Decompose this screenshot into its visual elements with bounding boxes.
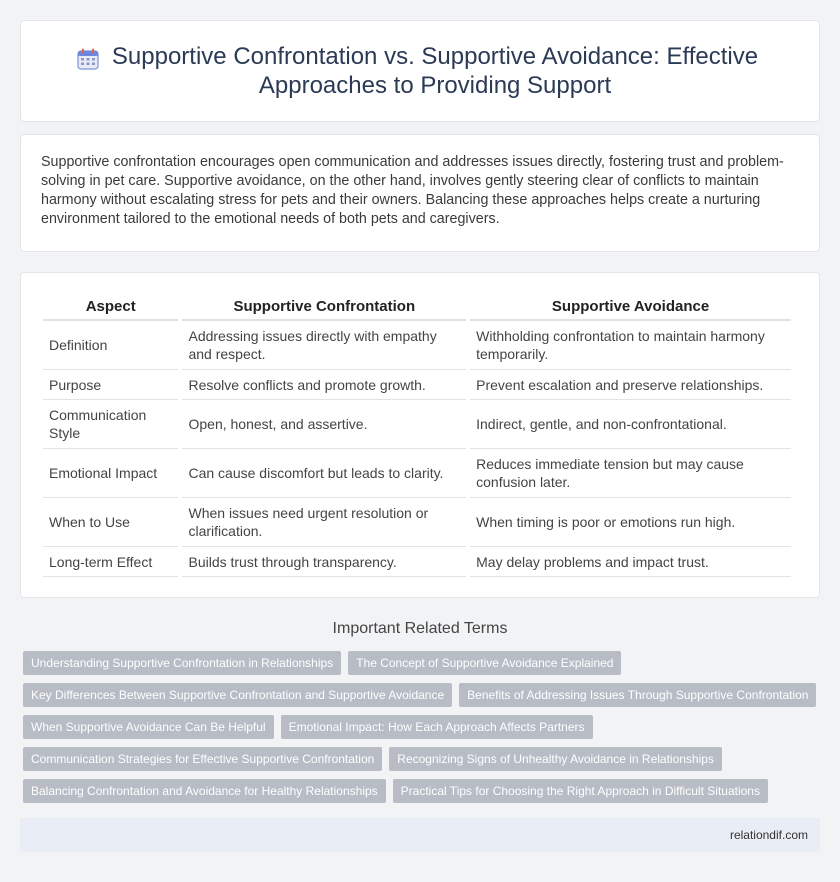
table-row (43, 321, 791, 370)
table-cell: Withholding confrontation to maintain harmony temporarily. (470, 321, 791, 370)
table-row (43, 498, 791, 547)
table-cell: Builds trust through transparency. (182, 547, 466, 577)
related-term-tag[interactable]: Benefits of Addressing Issues Through Supportive Confrontation (459, 683, 816, 707)
column-header: Aspect (43, 293, 178, 321)
site-name[interactable]: relationdif.com (729, 828, 808, 842)
table-cell: Can cause discomfort but leads to clarity. (182, 449, 466, 498)
table-cell: May delay problems and impact trust. (470, 547, 791, 577)
table-cell: Indirect, gentle, and non-confrontational. (470, 400, 791, 449)
table-cell: When issues need urgent resolution or clarification. (182, 498, 466, 547)
intro-card (20, 134, 820, 252)
footer (20, 818, 820, 852)
table-cell: Emotional Impact (43, 449, 178, 498)
related-term-tag[interactable]: When Supportive Avoidance Can Be Helpful (23, 715, 274, 739)
related-terms-list (23, 651, 823, 811)
table-row (43, 400, 791, 449)
table-header-row (43, 293, 791, 321)
comparison-table (39, 293, 795, 577)
related-term-tag[interactable]: Practical Tips for Choosing the Right Approach in Difficult Situations (393, 779, 768, 803)
column-header: Supportive Confrontation (182, 293, 466, 321)
table-row (43, 449, 791, 498)
related-term-tag[interactable]: Balancing Confrontation and Avoidance for Healthy Relationships (23, 779, 386, 803)
table-cell: Resolve conflicts and promote growth. (182, 370, 466, 400)
table-cell: Prevent escalation and preserve relationships. (470, 370, 791, 400)
table-cell: Addressing issues directly with empathy and respect. (182, 321, 466, 370)
table-cell: When to Use (43, 498, 178, 547)
related-terms-title: Important Related Terms (332, 620, 508, 637)
intro-text: Supportive confrontation encourages open communication and addresses issues directly, fostering trust and problem-solving in pet care. Supportive avoidance, on the other hand, involves gently steering clear of conflicts to maintain harmony without escalating stress for pets and their owners. Balancing these approaches helps create a nurturing environment tailored to the emotional needs of both pets and caregivers. (41, 154, 784, 227)
table-cell: Communication Style (43, 400, 178, 449)
related-term-tag[interactable]: Key Differences Between Supportive Confrontation and Supportive Avoidance (23, 683, 452, 707)
table-cell: Open, honest, and assertive. (182, 400, 466, 449)
related-term-tag[interactable]: Communication Strategies for Effective Supportive Confrontation (23, 747, 382, 771)
column-header: Supportive Avoidance (470, 293, 791, 321)
calendar-icon (76, 47, 100, 71)
table-row (43, 547, 791, 577)
table-row (43, 370, 791, 400)
table-cell: Reduces immediate tension but may cause confusion later. (470, 449, 791, 498)
related-term-tag[interactable]: The Concept of Supportive Avoidance Explained (348, 651, 621, 675)
header-card (20, 20, 820, 122)
table-cell: Purpose (43, 370, 178, 400)
page-title: Supportive Confrontation vs. Supportive Avoidance: Effective Approaches to Providing Support (111, 43, 759, 99)
table-cell: When timing is poor or emotions run high. (470, 498, 791, 547)
related-term-tag[interactable]: Emotional Impact: How Each Approach Affects Partners (281, 715, 593, 739)
comparison-card (20, 272, 820, 598)
table-cell: Definition (43, 321, 178, 370)
related-term-tag[interactable]: Understanding Supportive Confrontation in Relationships (23, 651, 341, 675)
table-cell: Long-term Effect (43, 547, 178, 577)
related-term-tag[interactable]: Recognizing Signs of Unhealthy Avoidance in Relationships (389, 747, 722, 771)
